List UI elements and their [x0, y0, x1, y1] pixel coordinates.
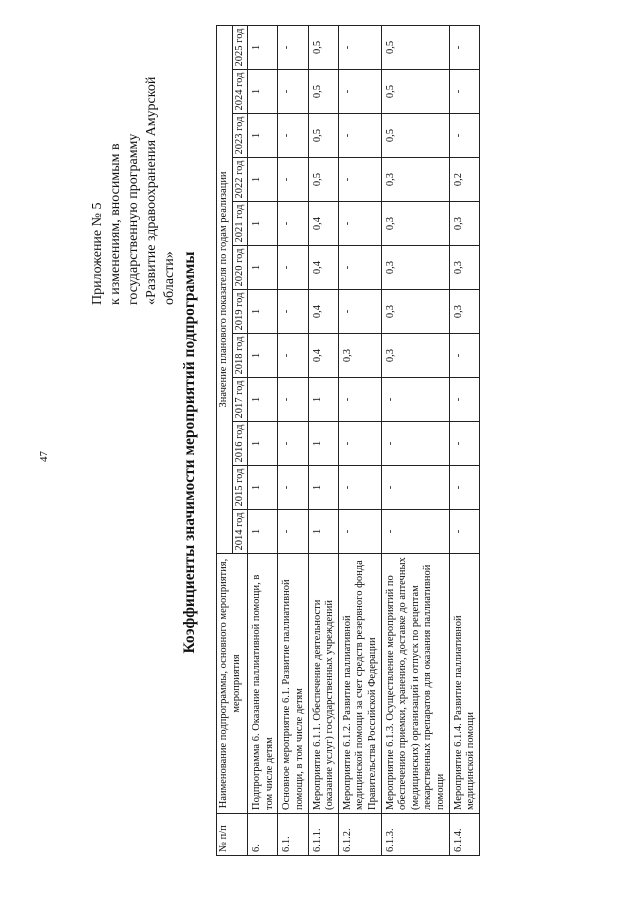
value-cell: 1 — [248, 422, 278, 466]
value-cell: 0,3 — [381, 290, 449, 334]
value-cell: - — [449, 510, 479, 554]
row-name: Мероприятие 6.1.3. Осуществление мероприятий по обеспечению приемки, хранению, доставке до аптечных (медицинских) организаций и отпуск по рецептам лекарственных препаратов для оказания паллиативной помощи — [381, 554, 449, 814]
value-cell: - — [449, 466, 479, 510]
value-cell: 0,5 — [381, 25, 449, 69]
appendix-line: области» — [162, 251, 177, 305]
row-number: 6. — [248, 814, 278, 856]
row-number: 6.1.4. — [449, 814, 479, 856]
row-name: Основное мероприятие 6.1. Развитие паллиативной помощи, в том числе детям — [278, 554, 308, 814]
value-cell: - — [278, 334, 308, 378]
value-cell: - — [278, 70, 308, 114]
table-row — [248, 25, 278, 855]
value-cell: 1 — [308, 378, 338, 422]
value-cell: 0,4 — [308, 334, 338, 378]
header-year: 2022 год — [232, 158, 248, 202]
row-name: Подпрограмма 6. Оказание паллиативной помощи, в том числе детям — [248, 554, 278, 814]
header-name: Наименование подпрограммы, основного мероприятия, мероприятия — [217, 554, 248, 814]
value-cell: 0,5 — [308, 158, 338, 202]
appendix-line: государственную программу — [126, 133, 141, 305]
value-cell: 0,4 — [308, 290, 338, 334]
value-cell: - — [278, 510, 308, 554]
value-cell: - — [278, 246, 308, 290]
value-cell: - — [338, 25, 381, 69]
value-cell: 0,3 — [381, 246, 449, 290]
header-year: 2021 год — [232, 202, 248, 246]
appendix-line: «Развитие здравоохранения Амурской — [144, 76, 159, 305]
header-year: 2015 год — [232, 466, 248, 510]
value-cell: - — [338, 202, 381, 246]
value-cell: 0,3 — [449, 246, 479, 290]
value-cell: - — [278, 114, 308, 158]
table-body — [248, 25, 480, 855]
value-cell: 1 — [248, 334, 278, 378]
value-cell: - — [338, 70, 381, 114]
header-year: 2025 год — [232, 25, 248, 69]
value-cell: - — [449, 70, 479, 114]
value-cell: - — [338, 246, 381, 290]
value-cell: - — [381, 422, 449, 466]
value-cell: 0,3 — [381, 158, 449, 202]
table-row — [338, 25, 381, 855]
value-cell: 1 — [308, 422, 338, 466]
table-row — [449, 25, 479, 855]
value-cell: 0,3 — [449, 202, 479, 246]
row-name: Мероприятие 6.1.4. Развитие паллиативной медицинской помощи — [449, 554, 479, 814]
value-cell: 0,2 — [449, 158, 479, 202]
table-row — [278, 25, 308, 855]
row-number: 6.1. — [278, 814, 308, 856]
row-number: 6.1.2. — [338, 814, 381, 856]
value-cell: 0,5 — [381, 70, 449, 114]
value-cell: 1 — [248, 114, 278, 158]
value-cell: - — [278, 25, 308, 69]
value-cell: 1 — [248, 378, 278, 422]
value-cell: 0,4 — [308, 202, 338, 246]
value-cell: - — [381, 378, 449, 422]
value-cell: - — [338, 422, 381, 466]
value-cell: - — [278, 290, 308, 334]
value-cell: - — [338, 114, 381, 158]
value-cell: - — [278, 202, 308, 246]
value-cell: - — [449, 422, 479, 466]
value-cell: - — [449, 378, 479, 422]
value-cell: 0,4 — [308, 246, 338, 290]
value-cell: 0,5 — [308, 25, 338, 69]
page-number: 47 — [38, 451, 50, 462]
value-cell: 1 — [248, 25, 278, 69]
header-plan-values: Значение планового показателя по годам реализации — [217, 25, 233, 553]
value-cell: - — [278, 378, 308, 422]
value-cell: 1 — [308, 510, 338, 554]
header-year: 2017 год — [232, 378, 248, 422]
value-cell: 0,3 — [381, 334, 449, 378]
value-cell: 1 — [248, 466, 278, 510]
appendix-note — [89, 15, 179, 305]
value-cell: 0,5 — [308, 70, 338, 114]
table-row — [308, 25, 338, 855]
appendix-line: к изменениям, вносимым в — [108, 143, 123, 305]
value-cell: - — [338, 158, 381, 202]
appendix-line: Приложение № 5 — [90, 202, 105, 305]
value-cell: - — [278, 158, 308, 202]
value-cell: - — [338, 510, 381, 554]
value-cell: - — [449, 334, 479, 378]
coefficients-table — [216, 25, 480, 856]
header-year: 2019 год — [232, 290, 248, 334]
value-cell: 0,3 — [381, 202, 449, 246]
header-year: 2024 год — [232, 70, 248, 114]
header-num: № п/п — [217, 814, 248, 856]
header-year: 2020 год — [232, 246, 248, 290]
value-cell: - — [338, 466, 381, 510]
value-cell: 1 — [308, 466, 338, 510]
value-cell: 1 — [248, 510, 278, 554]
row-number: 6.1.3. — [381, 814, 449, 856]
value-cell: - — [449, 114, 479, 158]
row-name: Мероприятие 6.1.1. Обеспечение деятельности (оказание услуг) государственных учреждений — [308, 554, 338, 814]
document-title: Коэффициенты значимости мероприятий подпрограммы — [181, 251, 198, 654]
value-cell: 0,5 — [308, 114, 338, 158]
value-cell: - — [278, 466, 308, 510]
value-cell: - — [278, 422, 308, 466]
header-year: 2016 год — [232, 422, 248, 466]
value-cell: 1 — [248, 158, 278, 202]
header-year: 2018 год — [232, 334, 248, 378]
value-cell: 0,3 — [338, 334, 381, 378]
header-year: 2023 год — [232, 114, 248, 158]
value-cell: 1 — [248, 246, 278, 290]
header-year: 2014 год — [232, 510, 248, 554]
value-cell: - — [338, 290, 381, 334]
value-cell: - — [449, 25, 479, 69]
value-cell: 1 — [248, 70, 278, 114]
table-row — [381, 25, 449, 855]
value-cell: 1 — [248, 290, 278, 334]
value-cell: 0,3 — [449, 290, 479, 334]
value-cell: - — [381, 510, 449, 554]
value-cell: 0,5 — [381, 114, 449, 158]
row-name: Мероприятие 6.1.2. Развитие паллиативной медицинской помощи за счет средств резервного фонда Правительства Российской Федерации — [338, 554, 381, 814]
value-cell: 1 — [248, 202, 278, 246]
row-number: 6.1.1. — [308, 814, 338, 856]
value-cell: - — [381, 466, 449, 510]
header-row — [217, 25, 233, 855]
value-cell: - — [338, 378, 381, 422]
